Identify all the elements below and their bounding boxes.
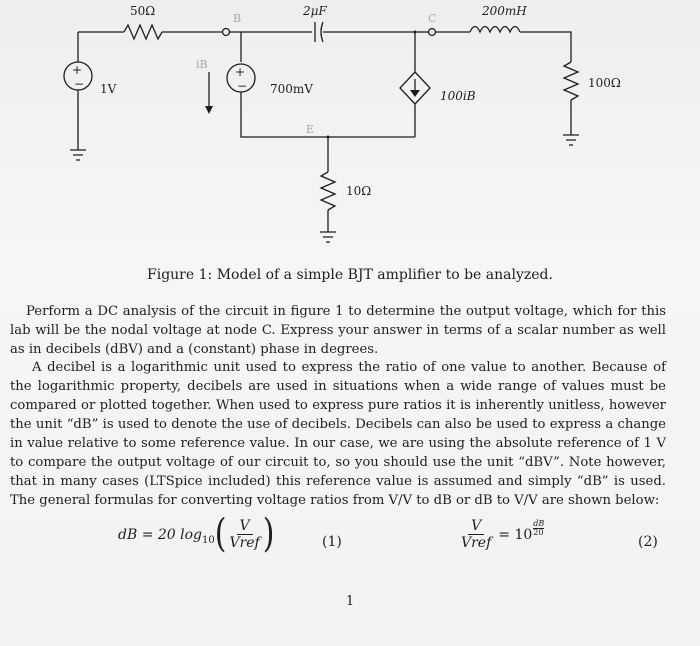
figure-caption: Figure 1: Model of a simple BJT amplifier to be analyzed. [147, 267, 553, 283]
dependent-source-label: 100iB [440, 89, 476, 103]
node-b-dot [223, 29, 230, 36]
equation-2 [458, 518, 544, 552]
eq1-fraction [229, 518, 259, 552]
eq2-exp-num: dB [533, 518, 545, 528]
source-700mv-plus: + [235, 65, 246, 79]
source-700mv-minus: − [237, 79, 248, 93]
ib-label: iB [196, 58, 208, 71]
source-1v-label: 1V [100, 82, 117, 96]
eq2-denominator: Vref [461, 535, 492, 551]
equation-2-number: (2) [638, 534, 658, 550]
eq2-rhs: = 10 [498, 527, 533, 543]
node-c-dot [429, 29, 436, 36]
paragraph-1: Perform a DC analysis of the circuit in figure 1 to determine the output voltage, which for this lab will be the nodal voltage at node C. Express your answer in terms of a scalar number as well as in decibels (dBV) and a (constant) phase in degrees. [10, 304, 666, 357]
node-e-label: E [306, 123, 315, 136]
capacitor-label: 2μF [303, 4, 327, 18]
resistor-10-zigzag [321, 172, 335, 210]
eq1-numerator: V [237, 518, 253, 535]
paragraph-2: A decibel is a logarithmic unit used to express the ratio of one value to another. Because of the logarithmic property, decibels are used in situations when a wide range of values must be compared or plotted together. When used to express pure ratios it is inherently unitless, however the unit “dB” is used to denote the use of decibels. Decibels can also be used to express a change in value relative to some reference value. In our case, we are using the absolute reference of 1 V to compare the output voltage of our circuit to, so you should use the unit “dBV”. Note however, that in many cases (LTSpice included) this reference value is assumed and simply “dB” is used. The general formulas for converting voltage ratios from V/V to dB or dB to V/V are shown below: [10, 360, 666, 508]
source-1v-plus: + [72, 63, 83, 77]
eq2-fraction [461, 518, 491, 552]
equation-1-number: (1) [322, 534, 342, 550]
circuit-diagram [0, 0, 700, 270]
source-1v-minus: − [74, 77, 85, 91]
source-700mv-label: 700mV [270, 82, 313, 96]
inductor-coil [470, 27, 520, 33]
eq2-exp-den: 20 [533, 527, 544, 537]
node-c-label: C [428, 12, 437, 25]
resistor-50-zigzag [124, 25, 162, 39]
eq1-denominator: Vref [229, 535, 260, 551]
resistor-100-label: 100Ω [588, 76, 621, 90]
node-b-label: B [233, 12, 242, 25]
eq1-lhs: dB = 20 log [118, 527, 203, 543]
page-number: 1 [345, 594, 355, 609]
resistor-50-label: 50Ω [130, 4, 156, 18]
resistor-10-label: 10Ω [346, 184, 372, 198]
inductor-label: 200mH [482, 4, 527, 18]
eq1-log-sub: 10 [202, 534, 215, 546]
eq2-numerator: V [468, 518, 484, 535]
eq2-exponent [533, 520, 544, 537]
resistor-100-zigzag [564, 62, 578, 100]
equation-1: dB = 20 log $_{10}$ ( $\frac{V}{\text{Vref}}$ ) [118, 511, 275, 558]
capacitor-plate-2 [321, 22, 323, 42]
